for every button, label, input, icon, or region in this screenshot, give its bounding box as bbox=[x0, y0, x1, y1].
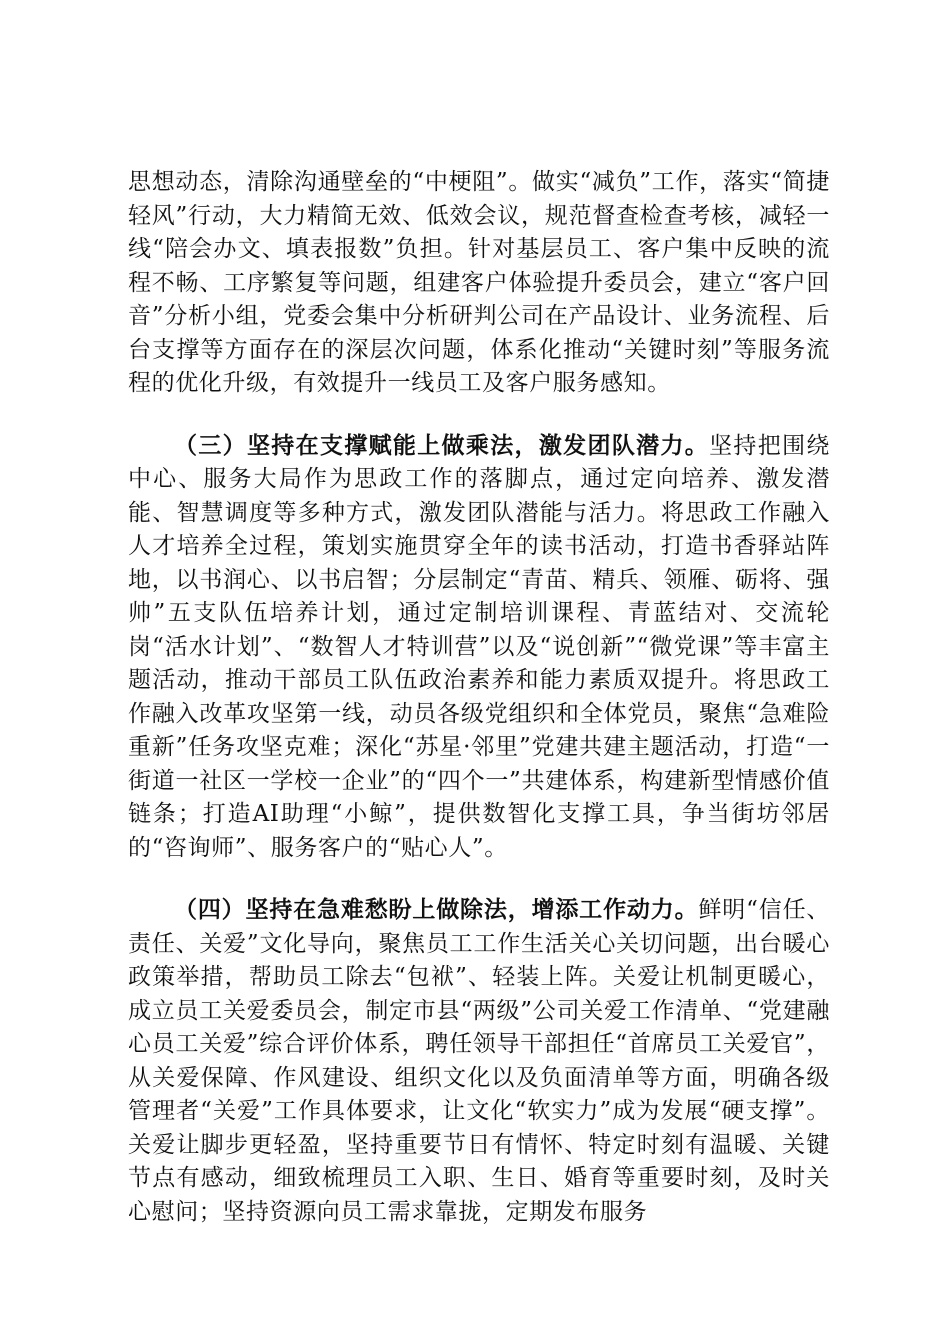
section-heading: （三）坚持在支撑赋能上做乘法，激发团队潜力。 bbox=[174, 431, 710, 459]
document-page bbox=[128, 166, 830, 1257]
section-heading: （四）坚持在急难愁盼上做除法，增添工作动力。 bbox=[174, 896, 699, 923]
paragraph-body: 鲜明“信任、责任、关爱”文化导向，聚焦员工工作生活关心关切问题，出台暖心政策举措，帮助员工除去“包袱”、轻装上阵。关爱让机制更暖心，成立员工关爱委员会，制定市县“两级”公司关爱工作清单、“党建融心员工关爱”综合评价体系，聘任领导干部担任“首席员工关爱官”，从关爱保障、作风建设、组织文化以及负面清单等方面，明确各级管理者“关爱”工作具体要求，让文化“软实力”成为发展“硬支撑”。关爱让脚步更轻盈，坚持重要节日有情怀、特定时刻有温暖、关键节点有感动，细致梳理员工入职、生日、婚育等重要时刻，及时关心慰问；坚持资源向员工需求靠拢，定期发布服务 bbox=[128, 897, 831, 1225]
paragraph-section-three bbox=[128, 429, 830, 866]
paragraph-section-four bbox=[128, 893, 830, 1229]
paragraph-continuation bbox=[128, 166, 830, 401]
paragraph-body: 坚持把围绕中心、服务大局作为思政工作的落脚点，通过定向培养、激发潜能、智慧调度等多种方式，激发团队潜能与活力。将思政工作融入人才培养全过程，策划实施贯穿全年的读书活动，打造书香驿站阵地，以书润心、以书启智；分层制定“青苗、精兵、领雁、砺将、强帅”五支队伍培养计划，通过定制培训课程、青蓝结对、交流轮岗“活水计划”、“数智人才特训营”以及“说创新”“微党课”等丰富主题活动，推动干部员工队伍政治素养和能力素质双提升。将思政工作融入改革攻坚第一线，动员各级党组织和全体党员，聚焦“急难险重新”任务攻坚克难；深化“苏星·邻里”党建共建主题活动，打造“一街道一社区一学校一企业”的“四个一”共建体系，构建新型情感价值链条；打造AI助理“小鲸”，提供数智化支撑工具，争当街坊邻居的“咨询师”、服务客户的“贴心人”。 bbox=[128, 432, 831, 861]
paragraph-body: 思想动态，清除沟通壁垒的“中梗阻”。做实“减负”工作，落实“简捷轻风”行动，大力精简无效、低效会议，规范督查检查考核，减轻一线“陪会办文、填表报数”负担。针对基层员工、客户集中反映的流程不畅、工序繁复等问题，组建客户体验提升委员会，建立“客户回音”分析小组，党委会集中分析研判公司在产品设计、业务流程、后台支撑等方面存在的深层次问题，体系化推动“关键时刻”等服务流程的优化升级，有效提升一线员工及客户服务感知。 bbox=[128, 169, 830, 396]
